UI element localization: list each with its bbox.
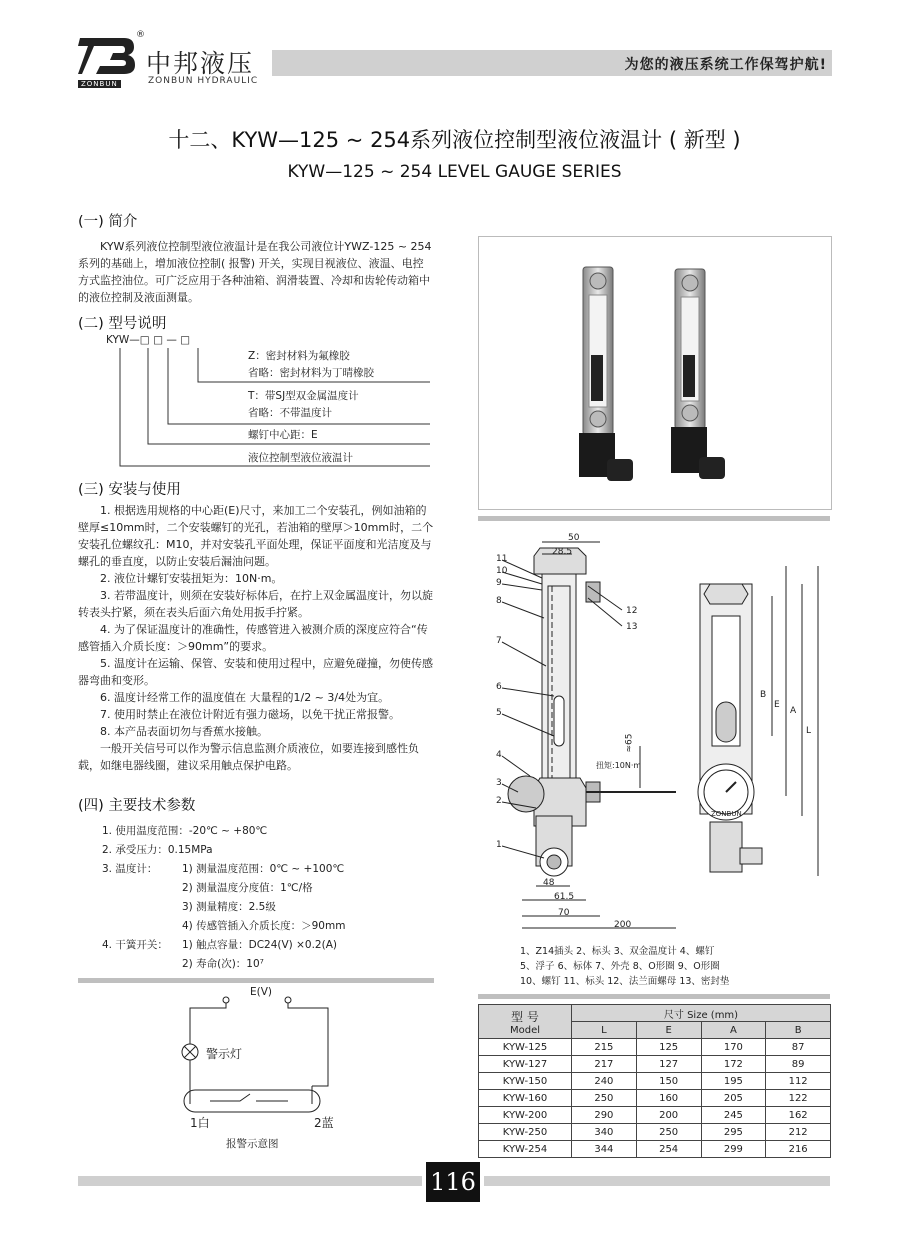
circuit-caption: 报警示意图 <box>226 1138 279 1150</box>
install-item: 4. 为了保证温度计的准确性，传感管进入被测介质的深度应符合“传感管插入介质长度：＞90mm”的要求。 <box>78 623 428 653</box>
circuit-lamp-label: 警示灯 <box>206 1047 243 1061</box>
spec-row: 4. 干簧开关： <box>102 939 168 951</box>
model-heading: (二) 型号说明 <box>78 316 167 332</box>
dim-28-5: 28.5 <box>552 547 573 557</box>
dim-A: A <box>790 706 797 716</box>
model-code: KYW—□ □ — □ <box>106 334 191 346</box>
callout-2: 2 <box>496 796 502 806</box>
callout-8: 8 <box>496 596 502 606</box>
table-col-E: E <box>636 1022 701 1039</box>
table-row: KYW-150 240 150 195 112 <box>479 1073 831 1090</box>
callout-3: 3 <box>496 778 502 788</box>
install-item: 8. 本产品表面切勿与香蕉水接触。 <box>100 725 268 738</box>
legend-line: 1、Z14插头 2、标头 3、双金温度计 4、螺钉 <box>520 946 715 957</box>
spec-row: 2. 承受压力：0.15MPa <box>102 844 213 856</box>
circuit-terminal-1: 1白 <box>190 1116 210 1130</box>
callout-4: 4 <box>496 750 502 760</box>
gauge-brand-label: ZONBUN <box>711 810 742 818</box>
page-title-en: KYW—125 ~ 254 LEVEL GAUGE SERIES <box>287 162 622 182</box>
table-header-model: 型 号 Model <box>479 1005 572 1039</box>
install-list <box>78 502 434 774</box>
circuit-terminal-2: 2蓝 <box>314 1116 334 1130</box>
header-slogan: 为您的液压系统工作保驾护航! <box>624 57 827 73</box>
dim-48: 48 <box>543 878 555 888</box>
spec-row: 1) 触点容量：DC24(V) ×0.2(A) <box>182 939 337 951</box>
table-row: KYW-160 250 160 205 122 <box>479 1090 831 1107</box>
right-separator-bottom <box>478 994 830 999</box>
callout-5: 5 <box>496 708 502 718</box>
install-heading: (三) 安装与使用 <box>78 482 181 498</box>
install-item: 2. 液位计螺钉安装扭矩为：10N·m。 <box>100 572 283 585</box>
install-item: 6. 温度计经常工作的温度值在 大量程的1/2 ~ 3/4处为宜。 <box>100 691 390 704</box>
model-label-3: T：带SJ型双金属温度计 <box>248 390 359 402</box>
product-photo <box>478 236 832 510</box>
table-col-B: B <box>766 1022 831 1039</box>
intro-text: KYW系列液位控制型液位液温计是在我公司液位计YWZ-125 ~ 254系列的基础上，增加液位控制( 报警) 开关，实现目视液位、液温、电控方式监控油位。可广泛应用于各种油箱、润滑装置、冷却和齿轮传动箱中的液位控制及液面测量。 <box>78 240 432 304</box>
dim-L: L <box>806 726 812 736</box>
footer-bar-right <box>484 1176 830 1186</box>
spec-row: 2) 测量温度分度值：1℃/格 <box>182 882 313 894</box>
callout-1: 1 <box>496 840 502 850</box>
circuit-voltage-label: E(V) <box>250 986 273 998</box>
legend-line: 5、浮子 6、标体 7、外壳 8、O形圈 9、O形圈 <box>520 961 720 972</box>
spec-row: 1) 测量温度范围：0℃ ~ +100℃ <box>182 863 345 875</box>
torque-label: 扭矩:10N·m <box>596 761 642 770</box>
install-item: 5. 温度计在运输、保管、安装和使用过程中，应避免碰撞，勿使传感器弯曲和变形。 <box>78 657 433 687</box>
specs-heading: (四) 主要技术参数 <box>78 798 196 814</box>
alarm-circuit-diagram <box>170 984 350 1134</box>
drawing-legend <box>520 944 729 989</box>
callout-7: 7 <box>496 636 502 646</box>
install-item: 7. 使用时禁止在液位计附近有强力磁场，以免干扰正常报警。 <box>100 708 400 721</box>
table-row: KYW-250 340 250 295 212 <box>479 1124 831 1141</box>
model-label-5: 螺钉中心距：E <box>248 429 318 441</box>
dim-50: 50 <box>568 533 580 543</box>
model-label-2: 省略：密封材料为丁晴橡胶 <box>248 367 374 379</box>
callout-10: 10 <box>496 566 508 576</box>
footer-bar-left <box>78 1176 422 1186</box>
dim-65: ≈65 <box>624 733 635 753</box>
page-title-cn: 十二、KYW—125 ~ 254系列液位控制型液位液温计 ( 新型 ) <box>168 128 741 152</box>
install-item: 一般开关信号可以作为警示信息监测介质液位，如要连接到感性负载，如继电器线圈，建议采用触点保护电路。 <box>78 742 419 772</box>
right-separator-top <box>478 516 830 521</box>
brand-sub-label: ZONBUN <box>78 80 121 88</box>
install-item: 3. 若带温度计，则须在安装好标体后，在拧上双金属温度计，勿以旋转表头拧紧，须在表头后面六角处用扳手拧紧。 <box>78 589 433 619</box>
table-row: KYW-254 344 254 299 216 <box>479 1141 831 1158</box>
spec-row: 4) 传感管插入介质长度：＞90mm <box>182 920 346 932</box>
brand-name-en: ZONBUN HYDRAULIC <box>148 76 259 86</box>
dimension-table <box>478 1004 831 1158</box>
table-row: KYW-127 217 127 172 89 <box>479 1056 831 1073</box>
spec-row: 1. 使用温度范围：-20℃ ~ +80℃ <box>102 825 268 837</box>
callout-13: 13 <box>626 622 638 632</box>
page-number: 116 <box>426 1162 480 1202</box>
table-row: KYW-125 215 125 170 87 <box>479 1039 831 1056</box>
table-row: KYW-200 290 200 245 162 <box>479 1107 831 1124</box>
brand-name-cn: 中邦液压 <box>146 49 255 78</box>
table-col-L: L <box>572 1022 637 1039</box>
model-label-6: 液位控制型液位液温计 <box>248 452 353 464</box>
table-col-A: A <box>701 1022 766 1039</box>
table-header-size: 尺寸 Size (mm) <box>572 1005 831 1022</box>
callout-6: 6 <box>496 682 502 692</box>
install-item: 1. 根据选用规格的中心距(E)尺寸，来加工二个安装孔，例如油箱的壁厚≤10mm时，二个安装螺钉的光孔，若油箱的壁厚＞10mm时，二个安装孔位螺纹孔：M10，并对安装孔平面处理，保证平面度和光洁度及与螺孔的垂直度，以防止安装后漏油问题。 <box>78 504 434 568</box>
spec-row: 3) 测量精度：2.5级 <box>182 901 276 913</box>
dim-200: 200 <box>614 920 632 930</box>
intro-heading: (一) 简介 <box>78 214 138 230</box>
dim-B: B <box>760 690 767 700</box>
model-label-1: Z：密封材料为氟橡胶 <box>248 350 350 362</box>
dim-E: E <box>774 700 780 710</box>
spec-row: 2) 寿命(次)：10⁷ <box>182 958 264 970</box>
dim-70: 70 <box>558 908 570 918</box>
left-separator <box>78 978 434 983</box>
registered-mark: ® <box>136 30 145 40</box>
level-gauge-photo-2 <box>671 269 725 479</box>
level-gauge-photo-1 <box>579 267 633 481</box>
callout-11: 11 <box>496 554 508 564</box>
spec-row: 3. 温度计： <box>102 863 158 875</box>
legend-line: 10、螺钉 11、标头 12、法兰面螺母 13、密封垫 <box>520 976 730 987</box>
callout-9: 9 <box>496 578 502 588</box>
model-label-4: 省略：不带温度计 <box>248 407 332 419</box>
callout-12: 12 <box>626 606 638 616</box>
dim-61-5: 61.5 <box>554 892 575 902</box>
technical-drawing <box>490 526 840 936</box>
company-logo <box>78 36 136 78</box>
